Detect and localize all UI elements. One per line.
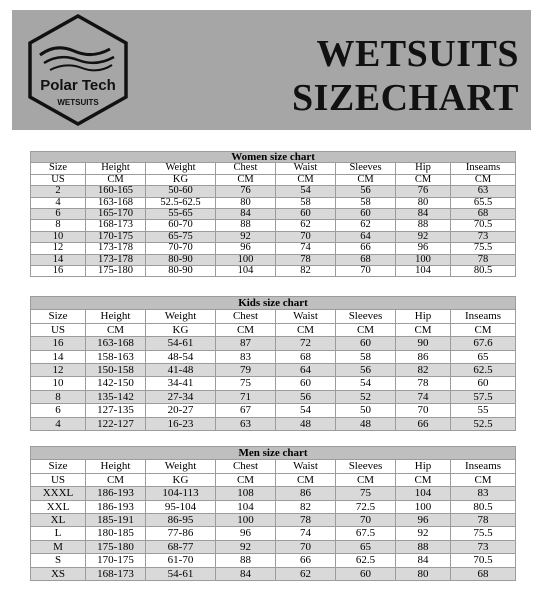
table-cell: 60 — [336, 337, 396, 350]
unit-cell: CM — [276, 323, 336, 336]
unit-cell: CM — [451, 323, 516, 336]
table-cell: XXL — [31, 500, 86, 513]
table-cell: 92 — [216, 231, 276, 242]
table-cell: 70 — [336, 266, 396, 277]
unit-cell: CM — [216, 174, 276, 185]
table-cell: 54 — [276, 186, 336, 197]
table-cell: 100 — [396, 500, 451, 513]
table-cell: 56 — [276, 390, 336, 403]
table-cell: 104 — [216, 266, 276, 277]
unit-cell: CM — [336, 174, 396, 185]
unit-cell: CM — [396, 174, 451, 185]
table-row — [31, 231, 516, 242]
table-cell: 76 — [396, 186, 451, 197]
column-header: Inseams — [451, 310, 516, 323]
women-size-table — [30, 151, 516, 277]
table-cell: 95-104 — [146, 500, 216, 513]
table-cell: 60 — [276, 377, 336, 390]
table-cell: 68 — [451, 209, 516, 220]
table-row — [31, 390, 516, 403]
table-cell: 86-95 — [146, 514, 216, 527]
table-cell: 62 — [276, 567, 336, 580]
table-cell: 142-150 — [86, 377, 146, 390]
table-cell: 79 — [216, 364, 276, 377]
table-cell: 65-75 — [146, 231, 216, 242]
table-cell: 90 — [396, 337, 451, 350]
table-cell: 86 — [396, 350, 451, 363]
table-cell: 88 — [216, 554, 276, 567]
table-cell: 55-65 — [146, 209, 216, 220]
table-cell: 100 — [216, 514, 276, 527]
table-cell: 75 — [336, 487, 396, 500]
table-cell: 67 — [216, 404, 276, 417]
table-cell: 56 — [336, 364, 396, 377]
table-row — [31, 337, 516, 350]
table-cell: 84 — [216, 209, 276, 220]
table-cell: 50 — [336, 404, 396, 417]
table-cell: 74 — [276, 527, 336, 540]
table-cell: 54-61 — [146, 567, 216, 580]
table-row — [31, 404, 516, 417]
title-line-2: SIZECHART — [291, 77, 519, 119]
unit-cell: CM — [336, 473, 396, 486]
table-cell: 70-70 — [146, 243, 216, 254]
table-row — [31, 220, 516, 231]
unit-cell: US — [31, 174, 86, 185]
table-cell: 72.5 — [336, 500, 396, 513]
table-cell: 75.5 — [451, 243, 516, 254]
unit-cell: CM — [86, 174, 146, 185]
table-row — [31, 209, 516, 220]
table-cell: 66 — [336, 243, 396, 254]
header-row — [31, 163, 516, 174]
column-header: Chest — [216, 460, 276, 473]
table-cell: 160-165 — [86, 186, 146, 197]
unit-cell: CM — [336, 323, 396, 336]
table-cell: 57.5 — [451, 390, 516, 403]
table-cell: 84 — [396, 554, 451, 567]
table-cell: 52.5 — [451, 417, 516, 430]
table-cell: 96 — [396, 514, 451, 527]
table-cell: 168-173 — [86, 220, 146, 231]
table-cell: 168-173 — [86, 567, 146, 580]
table-cell: 108 — [216, 487, 276, 500]
table-cell: 52.5-62.5 — [146, 197, 216, 208]
table-cell: 56 — [336, 186, 396, 197]
table-cell: 83 — [451, 487, 516, 500]
table-cell: 92 — [216, 540, 276, 553]
column-header: Height — [86, 460, 146, 473]
table-cell: 12 — [31, 364, 86, 377]
table-cell: 173-178 — [86, 243, 146, 254]
title-line-1: WETSUITS — [316, 33, 519, 75]
table-cell: 68 — [451, 567, 516, 580]
table-cell: 185-191 — [86, 514, 146, 527]
table-row — [31, 567, 516, 580]
table-cell: 73 — [451, 231, 516, 242]
table-cell: 84 — [396, 209, 451, 220]
unit-cell: CM — [216, 473, 276, 486]
table-cell: 65 — [451, 350, 516, 363]
table-cell: 74 — [396, 390, 451, 403]
table-cell: 58 — [336, 350, 396, 363]
polar-tech-logo — [26, 13, 130, 127]
table-cell: 73 — [451, 540, 516, 553]
table-cell: 122-127 — [86, 417, 146, 430]
table-cell: 8 — [31, 390, 86, 403]
men-size-table — [30, 446, 516, 581]
table-cell: 63 — [216, 417, 276, 430]
table-cell: 4 — [31, 417, 86, 430]
table-cell: 62.5 — [451, 364, 516, 377]
table-cell: 10 — [31, 377, 86, 390]
table-row — [31, 527, 516, 540]
column-header: Hip — [396, 460, 451, 473]
table-cell: 96 — [216, 527, 276, 540]
table-cell: 16 — [31, 337, 86, 350]
table-cell: 70 — [276, 540, 336, 553]
table-cell: XL — [31, 514, 86, 527]
table-cell: 82 — [276, 266, 336, 277]
column-header: Weight — [146, 460, 216, 473]
table-cell: 104 — [216, 500, 276, 513]
table-row — [31, 417, 516, 430]
table-cell: 20-27 — [146, 404, 216, 417]
table-cell: 150-158 — [86, 364, 146, 377]
header-row — [31, 460, 516, 473]
table-cell: 83 — [216, 350, 276, 363]
table-cell: 78 — [276, 514, 336, 527]
table-cell: 71 — [216, 390, 276, 403]
column-header: Weight — [146, 310, 216, 323]
table-cell: 77-86 — [146, 527, 216, 540]
table-row — [31, 364, 516, 377]
table-cell: 68 — [336, 254, 396, 265]
table-row — [31, 186, 516, 197]
table-row — [31, 514, 516, 527]
table-cell: 14 — [31, 254, 86, 265]
table-cell: 70 — [396, 404, 451, 417]
table-cell: 60 — [336, 209, 396, 220]
column-header: Hip — [396, 310, 451, 323]
column-header: Chest — [216, 310, 276, 323]
table-row — [31, 487, 516, 500]
kids-table-caption: Kids size chart — [31, 297, 516, 310]
column-header: Sleeves — [336, 310, 396, 323]
unit-cell: KG — [146, 473, 216, 486]
column-header: Chest — [216, 163, 276, 174]
table-cell: 52 — [336, 390, 396, 403]
table-cell: 66 — [276, 554, 336, 567]
table-cell: 96 — [396, 243, 451, 254]
table-cell: 54 — [276, 404, 336, 417]
table-cell: 74 — [276, 243, 336, 254]
table-cell: 175-180 — [86, 540, 146, 553]
table-cell: 54 — [336, 377, 396, 390]
column-header: Waist — [276, 460, 336, 473]
table-row — [31, 197, 516, 208]
table-cell: 80 — [396, 567, 451, 580]
table-cell: 62.5 — [336, 554, 396, 567]
table-cell: 65 — [336, 540, 396, 553]
table-row — [31, 554, 516, 567]
column-header: Hip — [396, 163, 451, 174]
unit-cell: CM — [216, 323, 276, 336]
table-cell: 88 — [396, 220, 451, 231]
table-cell: 80 — [396, 197, 451, 208]
table-cell: 104 — [396, 266, 451, 277]
table-row — [31, 377, 516, 390]
column-header: Height — [86, 163, 146, 174]
table-row — [31, 243, 516, 254]
table-cell: 78 — [276, 254, 336, 265]
table-cell: 170-175 — [86, 554, 146, 567]
table-cell: 82 — [276, 500, 336, 513]
table-cell: 64 — [276, 364, 336, 377]
unit-cell: CM — [86, 323, 146, 336]
table-cell: 87 — [216, 337, 276, 350]
column-header: Size — [31, 163, 86, 174]
table-row — [31, 254, 516, 265]
table-cell: 104 — [396, 487, 451, 500]
table-cell: 158-163 — [86, 350, 146, 363]
table-cell: 70 — [276, 231, 336, 242]
table-cell: 100 — [396, 254, 451, 265]
table-cell: 127-135 — [86, 404, 146, 417]
table-cell: 70.5 — [451, 554, 516, 567]
men-table-caption: Men size chart — [31, 447, 516, 460]
table-cell: 6 — [31, 404, 86, 417]
table-cell: 27-34 — [146, 390, 216, 403]
column-header: Size — [31, 460, 86, 473]
table-cell: 170-175 — [86, 231, 146, 242]
table-cell: 62 — [336, 220, 396, 231]
column-header: Size — [31, 310, 86, 323]
table-row — [31, 500, 516, 513]
table-row — [31, 266, 516, 277]
table-cell: 68 — [276, 350, 336, 363]
table-cell: 80-90 — [146, 254, 216, 265]
table-cell: S — [31, 554, 86, 567]
table-cell: 61-70 — [146, 554, 216, 567]
table-cell: 54-61 — [146, 337, 216, 350]
table-cell: 163-168 — [86, 197, 146, 208]
table-cell: 58 — [336, 197, 396, 208]
unit-cell: CM — [86, 473, 146, 486]
table-cell: 4 — [31, 197, 86, 208]
table-cell: 60 — [451, 377, 516, 390]
table-cell: 104-113 — [146, 487, 216, 500]
table-cell: 67.6 — [451, 337, 516, 350]
header-row — [31, 310, 516, 323]
table-cell: 135-142 — [86, 390, 146, 403]
units-row — [31, 323, 516, 336]
column-header: Weight — [146, 163, 216, 174]
table-cell: 58 — [276, 197, 336, 208]
table-cell: 163-168 — [86, 337, 146, 350]
column-header: Height — [86, 310, 146, 323]
table-cell: 55 — [451, 404, 516, 417]
table-cell: 175-180 — [86, 266, 146, 277]
table-cell: 78 — [451, 514, 516, 527]
table-cell: 60-70 — [146, 220, 216, 231]
table-cell: 86 — [276, 487, 336, 500]
table-cell: XS — [31, 567, 86, 580]
table-cell: 80-90 — [146, 266, 216, 277]
table-cell: 63 — [451, 186, 516, 197]
table-row — [31, 350, 516, 363]
table-cell: 50-60 — [146, 186, 216, 197]
table-cell: 60 — [336, 567, 396, 580]
table-cell: L — [31, 527, 86, 540]
table-cell: 2 — [31, 186, 86, 197]
table-cell: 186-193 — [86, 487, 146, 500]
table-cell: 6 — [31, 209, 86, 220]
unit-cell: CM — [396, 323, 451, 336]
table-cell: 88 — [396, 540, 451, 553]
table-cell: 48-54 — [146, 350, 216, 363]
table-cell: 8 — [31, 220, 86, 231]
table-cell: 62 — [276, 220, 336, 231]
table-cell: 75 — [216, 377, 276, 390]
table-cell: 92 — [396, 527, 451, 540]
table-cell: 76 — [216, 186, 276, 197]
table-cell: XXXL — [31, 487, 86, 500]
table-row — [31, 540, 516, 553]
women-table-caption: Women size chart — [31, 152, 516, 163]
unit-cell: US — [31, 323, 86, 336]
table-cell: 100 — [216, 254, 276, 265]
table-cell: 165-170 — [86, 209, 146, 220]
column-header: Waist — [276, 163, 336, 174]
table-cell: 72 — [276, 337, 336, 350]
column-header: Sleeves — [336, 460, 396, 473]
table-cell: 34-41 — [146, 377, 216, 390]
logo-brand-name: Polar Tech — [40, 77, 116, 94]
table-cell: 12 — [31, 243, 86, 254]
table-cell: M — [31, 540, 86, 553]
table-cell: 80.5 — [451, 500, 516, 513]
table-cell: 75.5 — [451, 527, 516, 540]
page-title — [292, 32, 519, 120]
table-cell: 180-185 — [86, 527, 146, 540]
table-cell: 67.5 — [336, 527, 396, 540]
table-cell: 70 — [336, 514, 396, 527]
table-cell: 186-193 — [86, 500, 146, 513]
units-row — [31, 473, 516, 486]
table-cell: 41-48 — [146, 364, 216, 377]
table-cell: 14 — [31, 350, 86, 363]
table-cell: 16 — [31, 266, 86, 277]
table-cell: 60 — [276, 209, 336, 220]
table-cell: 68-77 — [146, 540, 216, 553]
kids-size-table — [30, 296, 516, 431]
table-cell: 64 — [336, 231, 396, 242]
table-cell: 173-178 — [86, 254, 146, 265]
unit-cell: KG — [146, 323, 216, 336]
table-cell: 82 — [396, 364, 451, 377]
table-cell: 65.5 — [451, 197, 516, 208]
table-cell: 66 — [396, 417, 451, 430]
unit-cell: CM — [276, 174, 336, 185]
table-cell: 80.5 — [451, 266, 516, 277]
table-cell: 16-23 — [146, 417, 216, 430]
units-row — [31, 174, 516, 185]
table-cell: 88 — [216, 220, 276, 231]
table-cell: 80 — [216, 197, 276, 208]
column-header: Sleeves — [336, 163, 396, 174]
logo-brand-sub: WETSUITS — [57, 98, 99, 107]
column-header: Waist — [276, 310, 336, 323]
table-cell: 10 — [31, 231, 86, 242]
unit-cell: CM — [396, 473, 451, 486]
table-cell: 92 — [396, 231, 451, 242]
table-cell: 78 — [451, 254, 516, 265]
unit-cell: KG — [146, 174, 216, 185]
table-cell: 78 — [396, 377, 451, 390]
unit-cell: CM — [451, 473, 516, 486]
unit-cell: CM — [451, 174, 516, 185]
unit-cell: CM — [276, 473, 336, 486]
column-header: Inseams — [451, 163, 516, 174]
unit-cell: US — [31, 473, 86, 486]
column-header: Inseams — [451, 460, 516, 473]
table-cell: 96 — [216, 243, 276, 254]
table-cell: 48 — [336, 417, 396, 430]
header-banner — [12, 10, 531, 130]
table-cell: 84 — [216, 567, 276, 580]
table-cell: 48 — [276, 417, 336, 430]
table-cell: 70.5 — [451, 220, 516, 231]
